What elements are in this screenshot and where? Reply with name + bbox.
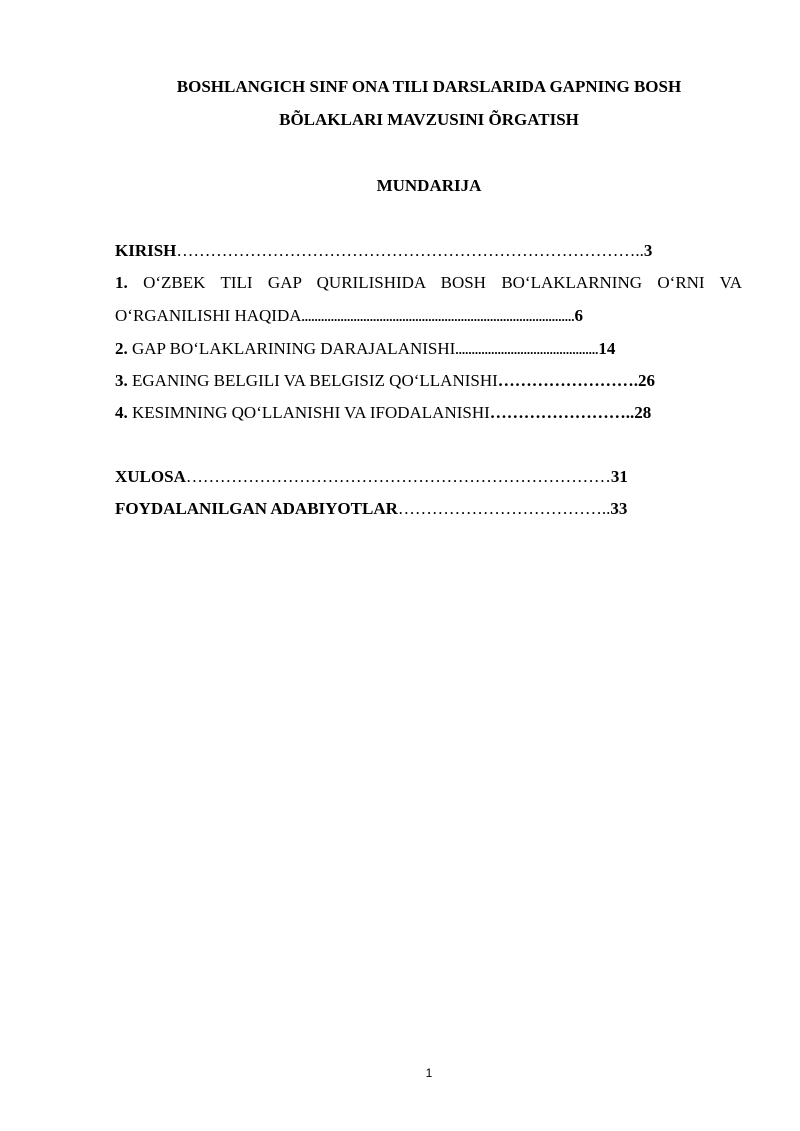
contents-heading: MUNDARIJA xyxy=(376,176,482,195)
toc-entry-page: 33 xyxy=(610,499,628,518)
document-title-line-2: BÕLAKLARI MAVZUSINI ÕRGATISH xyxy=(279,110,579,129)
toc-entry-leader: ............................................ xyxy=(455,342,599,357)
toc-entry-page: 28 xyxy=(634,403,652,422)
toc-entry-number: 4. xyxy=(115,403,128,422)
toc-entry-chapter-4[interactable] xyxy=(115,403,651,423)
toc-entry-page: 14 xyxy=(598,339,616,358)
toc-entry-leader: ………………………………………………………………… xyxy=(185,467,611,486)
toc-entry-chapter-1-line-1[interactable] xyxy=(115,273,742,293)
toc-entry-label: O‘RGANILISHI HAQIDA xyxy=(115,306,302,325)
toc-entry-label: GAP BO‘LAKLARINING DARAJALANISHI xyxy=(132,339,456,358)
toc-entry-chapter-1-line-2[interactable] xyxy=(115,306,583,327)
toc-entry-leader: …………………….. xyxy=(489,403,635,422)
toc-entry-label: XULOSA xyxy=(115,467,186,486)
toc-entry-page: 31 xyxy=(610,467,628,486)
toc-entry-leader: .................................................................................... xyxy=(301,309,575,324)
toc-entry-page: 3 xyxy=(643,241,653,260)
toc-entry-leader: ……………………………….. xyxy=(397,499,611,518)
toc-entry-label: KIRISH xyxy=(115,241,177,260)
toc-entry-chapter-3[interactable] xyxy=(115,371,655,391)
document-title-line-1: BOSHLANGICH SINF ONA TILI DARSLARIDA GAPNING BOSH xyxy=(176,77,682,96)
toc-entry-intro[interactable] xyxy=(115,241,652,261)
toc-entry-conclusion[interactable] xyxy=(115,467,628,487)
toc-entry-page: 26 xyxy=(638,371,656,390)
toc-entry-number: 3. xyxy=(115,371,128,390)
toc-entry-label: FOYDALANILGAN ADABIYOTLAR xyxy=(115,499,398,518)
toc-entry-label: EGANING BELGILI VA BELGISIZ QO‘LLANISHI xyxy=(132,371,498,390)
toc-entry-number: 1. xyxy=(115,273,128,292)
toc-entry-label: O‘ZBEK TILI GAP QURILISHIDA BOSH BO‘LAKLARNING O‘RNI VA xyxy=(143,273,742,292)
toc-entry-label: KESIMNING QO‘LLANISHI VA IFODALANISHI xyxy=(132,403,490,422)
toc-entry-chapter-2[interactable] xyxy=(115,339,615,360)
page-number: 1 xyxy=(425,1066,433,1080)
toc-entry-leader: ……………………. xyxy=(497,371,639,390)
toc-entry-page: 6 xyxy=(574,306,584,325)
toc-entry-leader: ……………………………………………………………………….. xyxy=(176,241,644,260)
toc-entry-number: 2. xyxy=(115,339,128,358)
toc-entry-references[interactable] xyxy=(115,499,627,519)
